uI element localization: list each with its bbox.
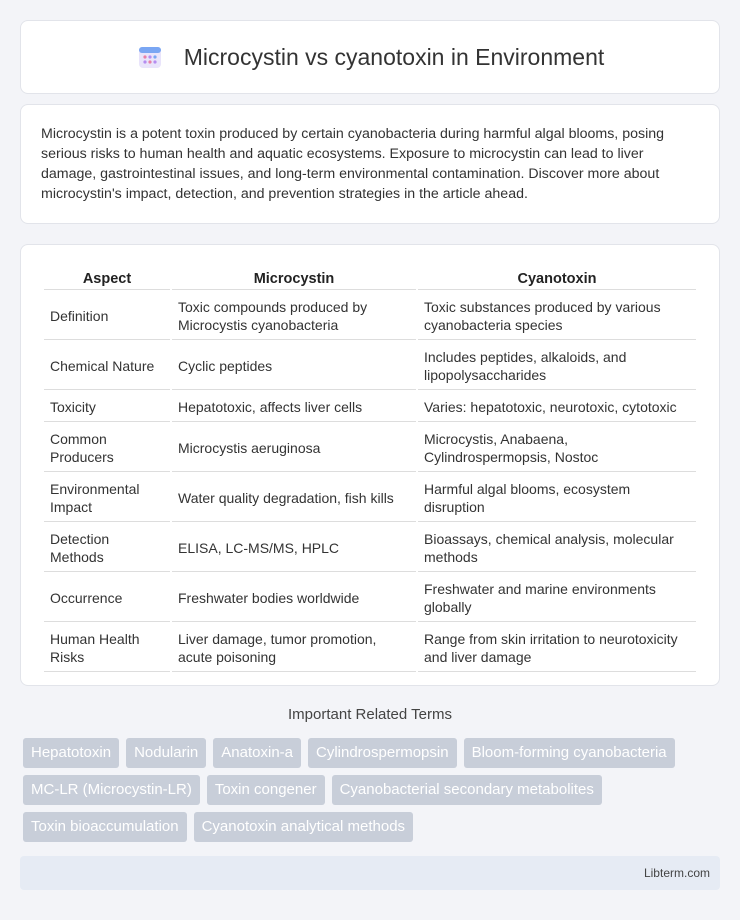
table-row <box>44 292 696 340</box>
table-cell: Detection Methods <box>44 524 170 572</box>
table-row <box>44 624 696 672</box>
tag-anatoxin-a[interactable]: Anatoxin-a <box>213 738 301 768</box>
table-cell: Includes peptides, alkaloids, and lipopolysaccharides <box>418 342 696 390</box>
tag-mc-lr[interactable]: MC-LR (Microcystin-LR) <box>23 775 200 805</box>
table-cell: Bioassays, chemical analysis, molecular methods <box>418 524 696 572</box>
tag-row <box>23 738 723 768</box>
page-title: Microcystin vs cyanotoxin in Environment <box>183 43 605 70</box>
table-cell: Occurrence <box>44 574 170 622</box>
intro-text: Microcystin is a potent toxin produced by certain cyanobacteria during harmful algal blooms, posing serious risks to human health and aquatic ecosystems. Exposure to microcystin can lead to liver damage, gastrointestinal issues, and long-term environmental contamination. Discover more about microcystin's impact, detection, and prevention strategies in the article ahead. <box>41 126 665 202</box>
table-cell: Toxic compounds produced by Microcystis cyanobacteria <box>172 292 416 340</box>
table-row <box>44 392 696 422</box>
title-card <box>20 20 720 94</box>
table-header-row <box>44 267 696 290</box>
table-cell: Chemical Nature <box>44 342 170 390</box>
intro-card <box>20 104 720 224</box>
table-row <box>44 474 696 522</box>
table-row <box>44 342 696 390</box>
table-cell: Freshwater bodies worldwide <box>172 574 416 622</box>
tag-toxin-congener[interactable]: Toxin congener <box>207 775 325 805</box>
tag-toxin-bioaccumulation[interactable]: Toxin bioaccumulation <box>23 812 187 842</box>
tag-cyanotoxin-analytical-methods[interactable]: Cyanotoxin analytical methods <box>194 812 413 842</box>
tag-row <box>23 812 723 842</box>
comparison-card <box>20 244 720 686</box>
table-row <box>44 524 696 572</box>
footer <box>20 856 720 890</box>
table-row <box>44 424 696 472</box>
tag-hepatotoxin[interactable]: Hepatotoxin <box>23 738 119 768</box>
table-cell: Water quality degradation, fish kills <box>172 474 416 522</box>
related-terms-list <box>23 738 723 849</box>
comparison-table <box>42 265 698 674</box>
header-cyanotoxin: Cyanotoxin <box>418 267 696 290</box>
table-cell: Environmental Impact <box>44 474 170 522</box>
tag-nodularin[interactable]: Nodularin <box>126 738 206 768</box>
table-cell: Toxicity <box>44 392 170 422</box>
table-cell: Common Producers <box>44 424 170 472</box>
tag-row <box>23 775 723 805</box>
table-cell: Microcystis, Anabaena, Cylindrospermopsis, Nostoc <box>418 424 696 472</box>
table-cell: Toxic substances produced by various cyanobacteria species <box>418 292 696 340</box>
table-cell: Human Health Risks <box>44 624 170 672</box>
table-cell: Liver damage, tumor promotion, acute poisoning <box>172 624 416 672</box>
table-cell: Cyclic peptides <box>172 342 416 390</box>
tag-bloom-forming-cyanobacteria[interactable]: Bloom-forming cyanobacteria <box>464 738 675 768</box>
tag-cylindrospermopsin[interactable]: Cylindrospermopsin <box>308 738 457 768</box>
table-cell: Harmful algal blooms, ecosystem disruption <box>418 474 696 522</box>
table-row <box>44 574 696 622</box>
table-cell: Definition <box>44 292 170 340</box>
related-terms-title: Important Related Terms <box>288 706 452 723</box>
header-aspect: Aspect <box>44 267 170 290</box>
table-cell: Hepatotoxic, affects liver cells <box>172 392 416 422</box>
table-cell: Varies: hepatotoxic, neurotoxic, cytotoxic <box>418 392 696 422</box>
table-cell: Range from skin irritation to neurotoxicity and liver damage <box>418 624 696 672</box>
table-cell: ELISA, LC-MS/MS, HPLC <box>172 524 416 572</box>
tag-cyanobacterial-secondary-metabolites[interactable]: Cyanobacterial secondary metabolites <box>332 775 602 805</box>
footer-site-link[interactable]: Libterm.com <box>643 866 710 880</box>
table-cell: Microcystis aeruginosa <box>172 424 416 472</box>
table-cell: Freshwater and marine environments globally <box>418 574 696 622</box>
header-microcystin: Microcystin <box>172 267 416 290</box>
calendar-grid-icon <box>136 43 164 71</box>
